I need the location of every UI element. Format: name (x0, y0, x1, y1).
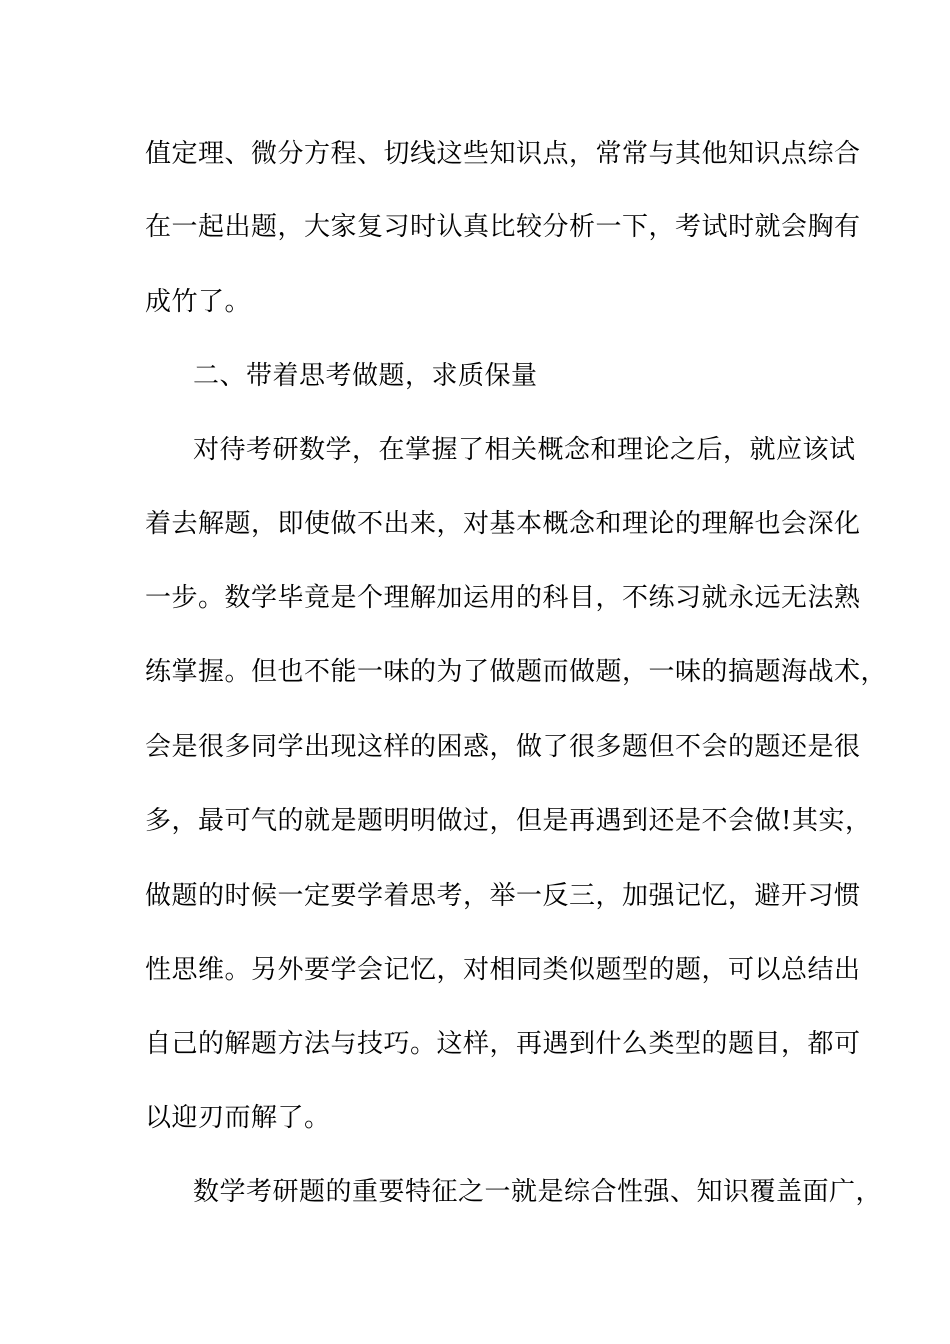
text-line-6: 着去解题，即使做不出来，对基本概念和理论的理解也会深化 (145, 509, 861, 539)
text-line-12: 性思维。另外要学会记忆，对相同类似题型的题，可以总结出 (145, 955, 861, 985)
text-line-14: 以迎刃而解了。 (145, 1103, 331, 1133)
text-line-5: 对待考研数学，在掌握了相关概念和理论之后，就应该试 (193, 435, 856, 465)
section-heading: 二、带着思考做题，求质保量 (193, 361, 538, 391)
text-line-2: 在一起出题，大家复习时认真比较分析一下，考试时就会胸有 (145, 212, 861, 242)
text-line-3: 成竹了。 (145, 287, 252, 317)
text-line-1: 值定理、微分方程、切线这些知识点，常常与其他知识点综合 (145, 139, 861, 169)
text-line-7: 一步。数学毕竟是个理解加运用的科目，不练习就永远无法熟 (145, 583, 861, 613)
text-line-8: 练掌握。但也不能一味的为了做题而做题，一味的搞题海战术， (145, 657, 888, 687)
text-line-11: 做题的时候一定要学着思考，举一反三，加强记忆，避开习惯 (145, 881, 861, 911)
text-line-9: 会是很多同学出现这样的困惑，做了很多题但不会的题还是很 (145, 732, 861, 762)
text-line-15: 数学考研题的重要特征之一就是综合性强、知识覆盖面广， (193, 1177, 883, 1207)
text-line-13: 自己的解题方法与技巧。这样，再遇到什么类型的题目，都可 (145, 1029, 861, 1059)
text-line-10: 多，最可气的就是题明明做过，但是再遇到还是不会做!其实， (145, 806, 872, 836)
